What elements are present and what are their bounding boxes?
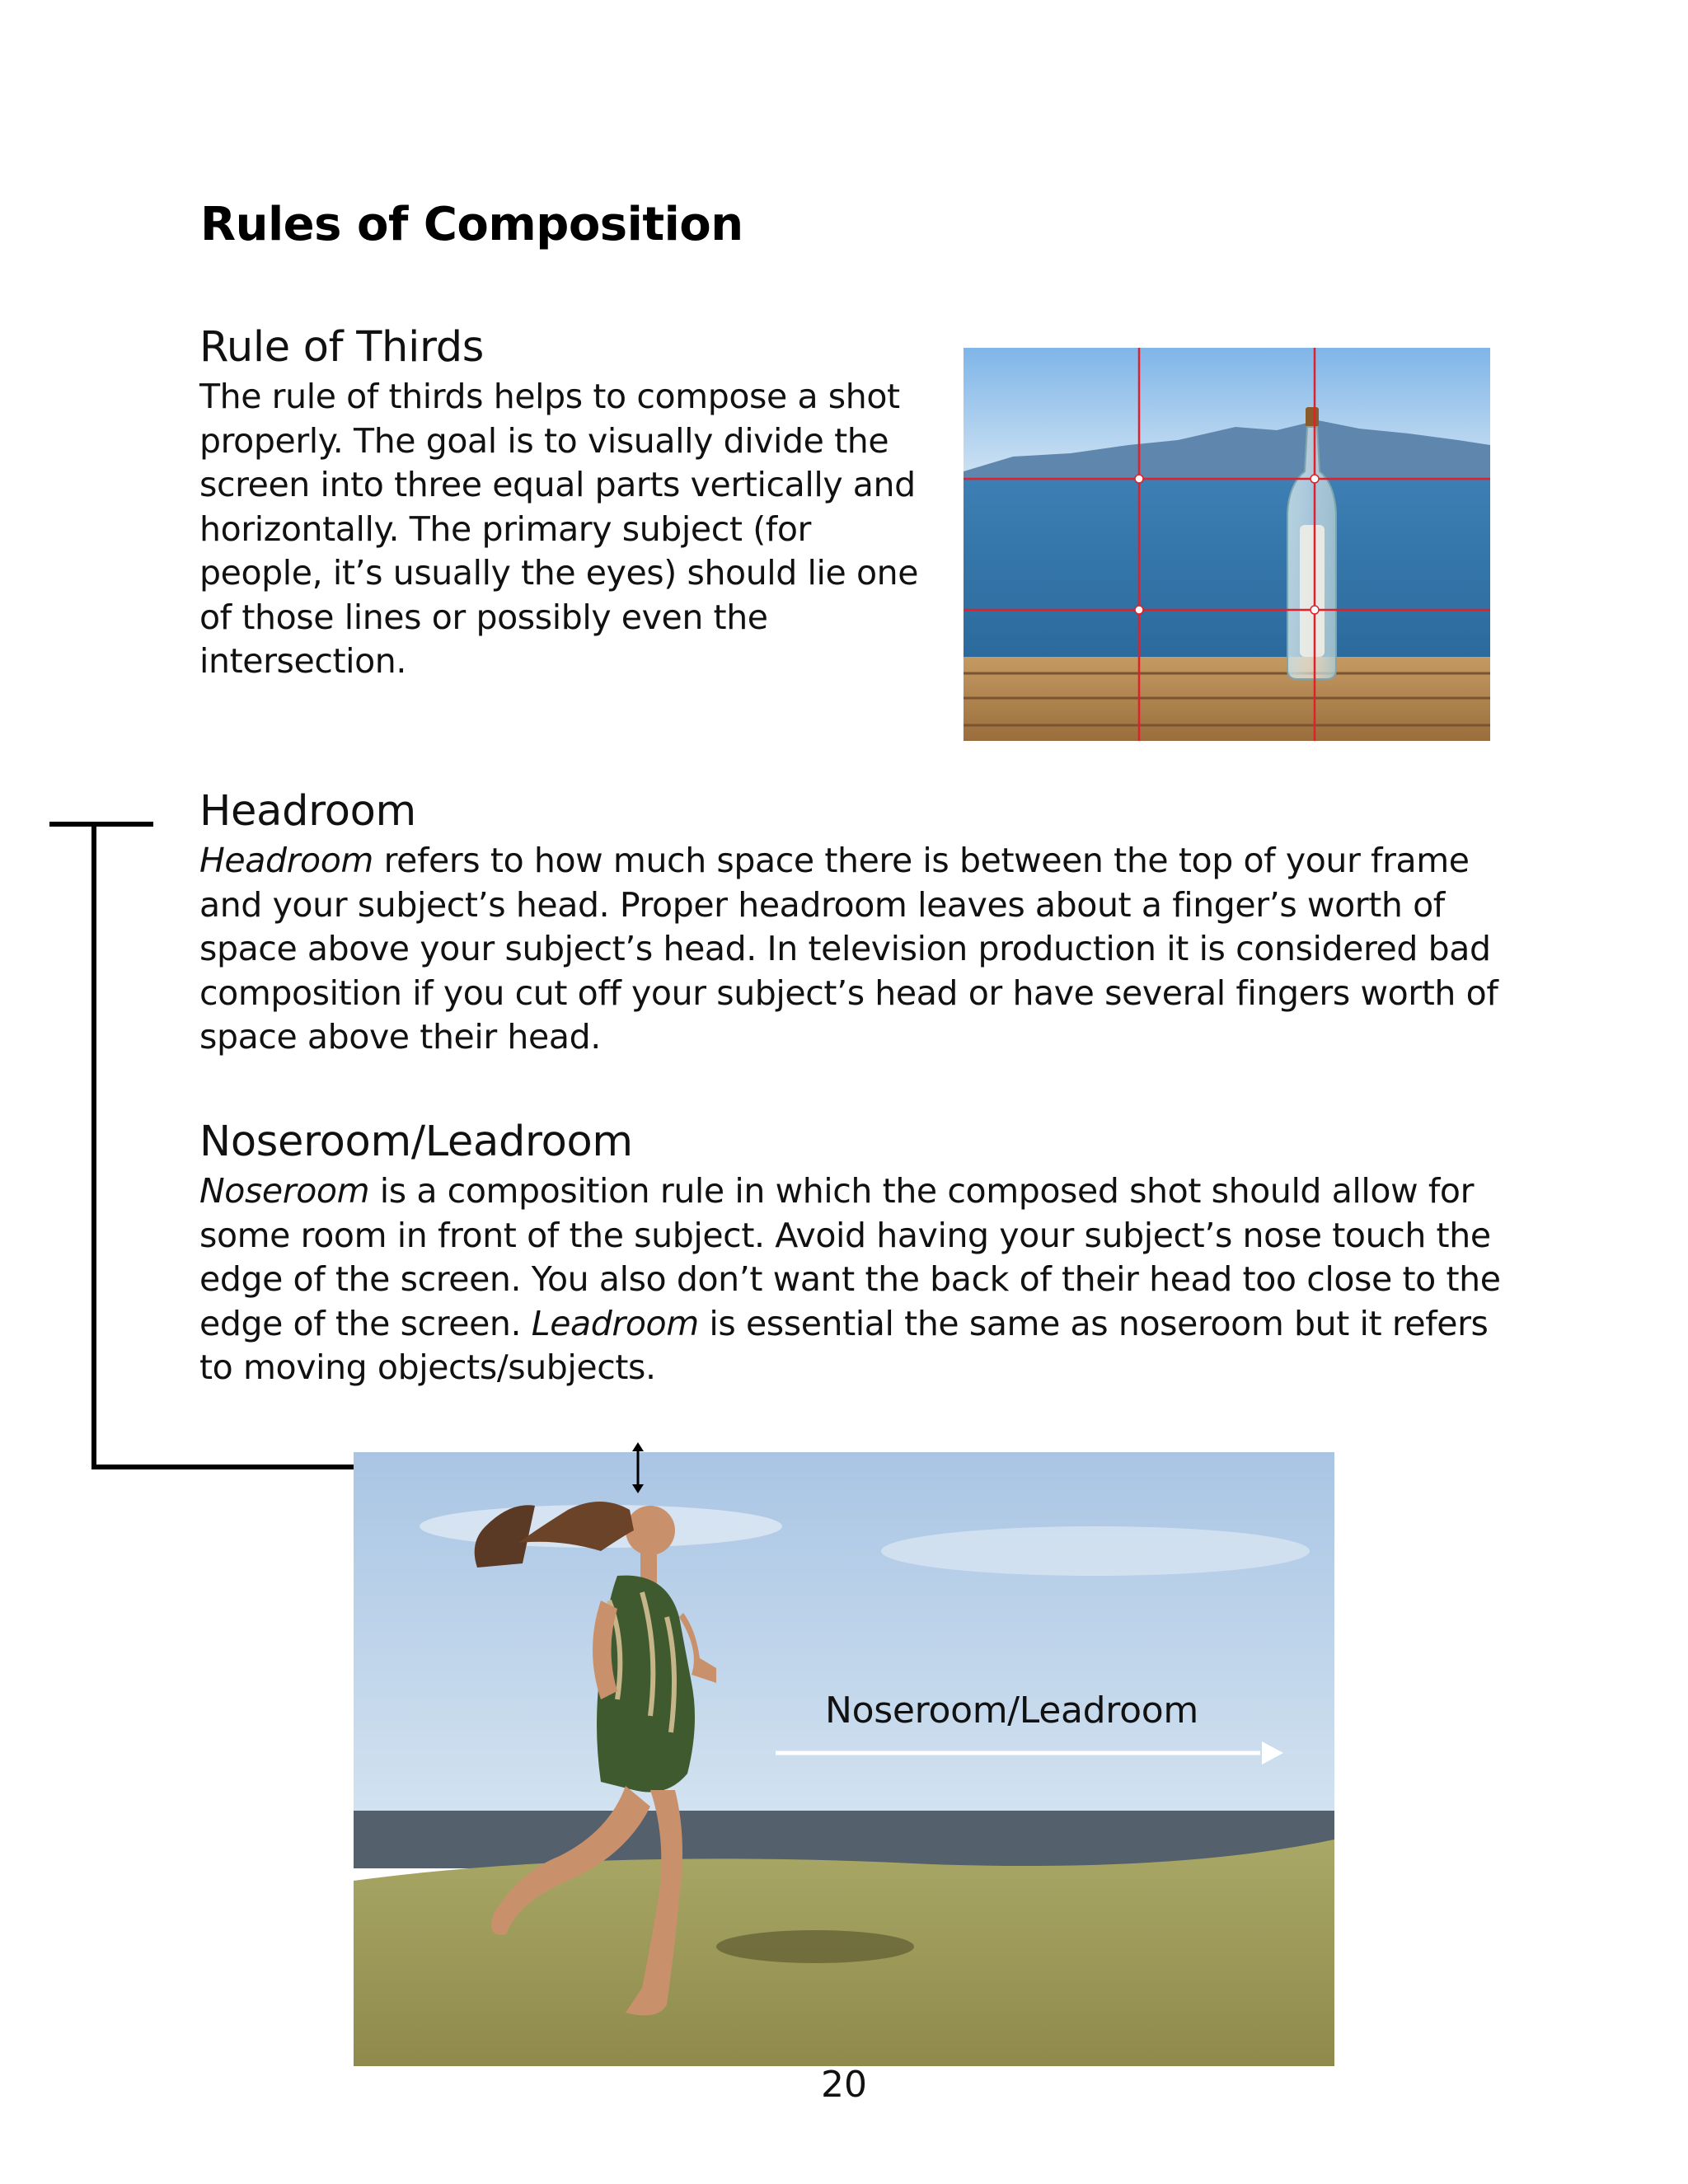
- running-woman-illustration: [354, 1452, 1334, 2066]
- headroom-connector-arrow: [0, 808, 643, 1483]
- page-title: Rules of Composition: [200, 198, 743, 251]
- noseroom-body-1: is a composition rule in which the composed shot should allow for some room in front of the subject. Avoid having your subject’s nose touch the edge of the screen. You also don’t want the back of their head too close to the edge of the screen.: [199, 1171, 1501, 1343]
- headroom-heading: Headroom: [199, 787, 416, 836]
- rule-of-thirds-image: [964, 348, 1490, 741]
- noseroom-term: Noseroom: [199, 1171, 370, 1211]
- headroom-body: refers to how much space there is between the top of your frame and your subject’s head. Proper headroom leaves about a finger’s worth of space above your subject’s head. In television production it is considered bad composition if you cut off your subject’s head or have several fingers worth of space above their head.: [199, 841, 1498, 1057]
- page-number: 20: [821, 2064, 867, 2106]
- headroom-term: Headroom: [199, 841, 373, 880]
- running-woman-image: [354, 1452, 1334, 2066]
- noseroom-body-2: is essential the same as noseroom but it refers to moving objects/subjects.: [199, 1303, 1489, 1387]
- bottle-on-dock-illustration: [964, 348, 1490, 741]
- noseroom-heading: Noseroom/Leadroom: [199, 1118, 633, 1166]
- noseroom-arrow-label: Noseroom/Leadroom: [825, 1690, 1198, 1732]
- rule-of-thirds-heading: Rule of Thirds: [199, 323, 485, 372]
- rule-of-thirds-text: The rule of thirds helps to compose a shot properly. The goal is to visually divide the screen into three equal parts vertically and horizontally. The primary subject (for people, it’s usually the eyes) should lie one of those lines or possibly even the intersection.: [199, 377, 919, 681]
- leadroom-term: Leadroom: [531, 1303, 699, 1343]
- headroom-gap-arrow: [628, 1442, 648, 1493]
